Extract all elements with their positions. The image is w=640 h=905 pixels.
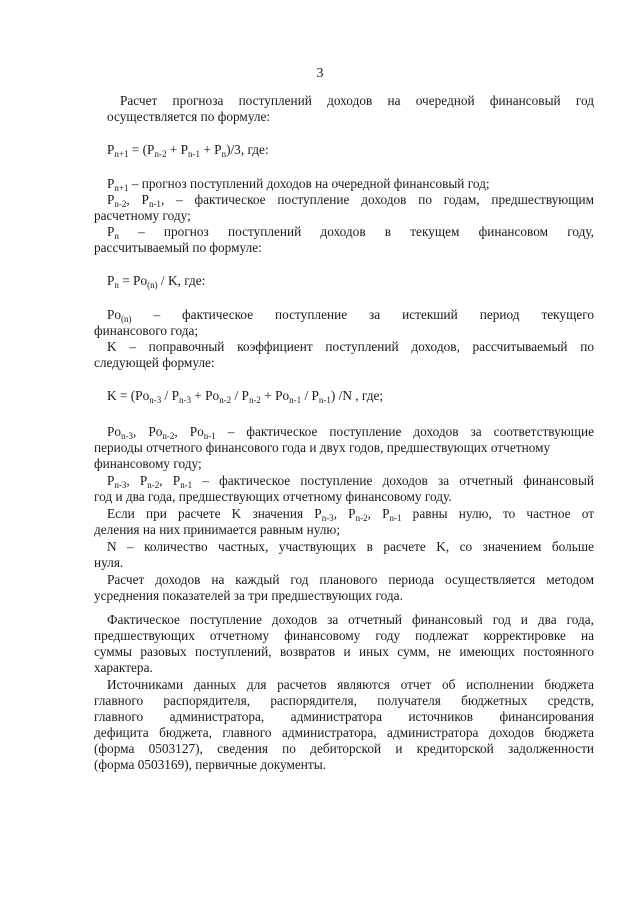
def-actual-report-years: $P_{n-3}$, $P_{n-2}$, $P_{n-1}$ – фактическое поступление доходов за отчетный финансовый год и два года, предшествующих отчетному финансовому году. [94,473,595,504]
def-correction-coefficient: K – поправочный коэффициент поступлений доходов, рассчитываемый по следующей формуле: [94,339,594,370]
formula-forecast: $P_{n+1} = (P_{n-2} + P_{n-1} + P_n)/3$, где: [107,142,269,159]
def-n-count: N – количество частных, участвующих в расчете K, со значением больше нуля. [94,539,594,570]
paragraph-adjustment: Фактическое поступление доходов за отчетный финансовый год и два года, предшествующих отчетному финансовому году подлежат корректировке на суммы разовых поступлений, возвратов и иных сумм, не имеющих постоянного характера. [94,612,594,675]
paragraph-data-sources: Источниками данных для расчетов являются отчет об исполнении бюджета главного распорядителя, распорядителя, получателя бюджетных средств, главного администратора, администратора источников финансирования дефицита бюджета, главного администратора, администратора доходов бюджета (форма 0503127), сведения по дебиторской и кредиторской задолженности (форма 0503169), первичные документы. [94,677,594,772]
def-current-year-forecast: $P_n$ – прогноз поступлений доходов в текущем финансовом году, рассчитываемый по формуле: [94,224,594,255]
intro-line-1: Расчет прогноза поступлений доходов на очередной финансовый год [120,93,594,108]
def-actual-periods: $Po_{n-3}$, $Po_{n-2}$, $Po_{n-1}$ – фактическое поступление доходов за соответствующие периоды отчетного финансового года и двух годов, предшествующих отчетному финансовому году; [94,424,594,471]
intro-paragraph [107,93,594,125]
formula-coefficient: $K = (Po_{n-3} / P_{n-3} + Po_{n-2} / P_{n-2} + Po_{n-1} / P_{n-1})$ /N , где; [107,388,384,405]
page-number: 3 [316,66,324,81]
zero-value-rule: Если при расчете K значения $P_{n-3}$, $P_{n-2}$, $P_{n-1}$ равны нулю, то частное от деления на них принимается равным нулю; [94,506,595,537]
def-actual-by-years: $P_{n-2}$, $P_{n-1}$, – фактическое поступление доходов по годам, предшествующим расчетному году; [94,192,595,223]
paragraph-planning-period: Расчет доходов на каждый год планового периода осуществляется методом усреднения показателей за три предшествующих года. [94,572,594,603]
def-forecast-next-year: $P_{n+1}$ – прогноз поступлений доходов на очередной финансовый год; [107,176,490,193]
formula-current: $P_n = Po_{(n)} / K$, где: [107,273,206,290]
def-actual-elapsed: $Po_{(n)}$ – фактическое поступление за истекший период текущего финансового года; [94,307,594,338]
intro-line-2: осуществляется по формуле: [107,109,271,124]
